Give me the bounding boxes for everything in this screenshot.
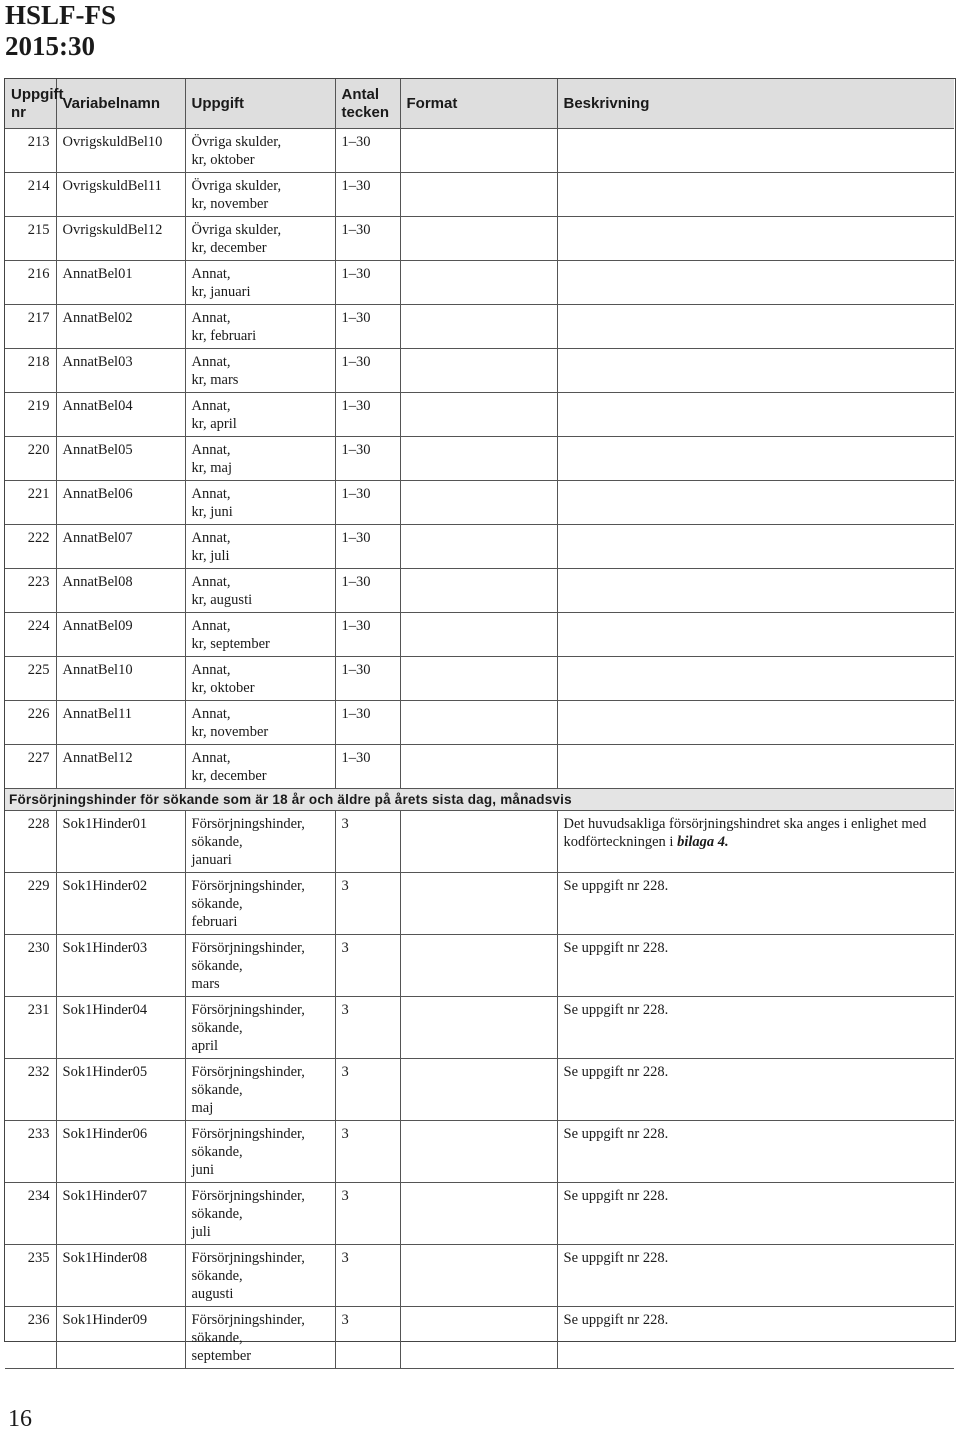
row-format: [400, 569, 557, 613]
row-antal-tecken: 1–30: [335, 657, 400, 701]
row-beskrivning: [557, 173, 954, 217]
row-variabelnamn: Sok1Hinder03: [56, 935, 185, 997]
row-uppgift: [185, 437, 335, 481]
uppgift-line: Annat,: [191, 618, 231, 634]
row-beskrivning: [557, 525, 954, 569]
row-antal-tecken: 3: [335, 935, 400, 997]
row-antal-tecken: 1–30: [335, 173, 400, 217]
row-uppgift: [185, 811, 335, 873]
uppgift-line: Försörjningshinder,: [191, 816, 305, 832]
row-beskrivning: [557, 393, 954, 437]
col-header-uppgift: Uppgift: [185, 79, 335, 129]
uppgift-line: mars: [191, 976, 220, 992]
row-variabelnamn: Sok1Hinder08: [56, 1245, 185, 1307]
row-uppgift: [185, 745, 335, 789]
row-antal-tecken: 3: [335, 1245, 400, 1307]
row-format: [400, 935, 557, 997]
row-antal-tecken: 1–30: [335, 525, 400, 569]
row-antal-tecken: 1–30: [335, 393, 400, 437]
uppgift-line: kr, november: [191, 196, 269, 212]
uppgift-line: kr, november: [191, 724, 269, 740]
row-beskrivning: [557, 1307, 954, 1369]
description-text: Se uppgift nr 228.: [563, 940, 669, 956]
description-text: Det huvudsakliga försörjningshindret ska anges i enlighet med kodförteckningen i: [563, 816, 927, 850]
row-format: [400, 811, 557, 873]
uppgift-line: kr, maj: [191, 460, 232, 476]
description-reference: bilaga 4.: [677, 834, 729, 850]
row-variabelnamn: AnnatBel05: [56, 437, 185, 481]
description-text: Se uppgift nr 228.: [563, 1002, 669, 1018]
table-row: [5, 437, 954, 481]
row-format: [400, 1121, 557, 1183]
uppgift-line: Försörjningshinder,: [191, 1312, 305, 1328]
row-beskrivning: [557, 935, 954, 997]
uppgift-line: Försörjningshinder,: [191, 1126, 305, 1142]
uppgift-line: Annat,: [191, 750, 231, 766]
row-antal-tecken: 1–30: [335, 437, 400, 481]
table-row: [5, 305, 954, 349]
row-format: [400, 129, 557, 173]
row-format: [400, 1245, 557, 1307]
row-number: 230: [5, 935, 56, 997]
uppgift-line: sökande,: [191, 1082, 243, 1098]
row-number: 213: [5, 129, 56, 173]
table-row: [5, 657, 954, 701]
section-heading: Försörjningshinder för sökande som är 18 år och äldre på årets sista dag, månadsvis: [5, 789, 954, 811]
uppgift-line: september: [191, 1348, 252, 1364]
table-row: [5, 701, 954, 745]
row-uppgift: [185, 481, 335, 525]
uppgift-line: Annat,: [191, 486, 231, 502]
row-variabelnamn: AnnatBel08: [56, 569, 185, 613]
row-number: 215: [5, 217, 56, 261]
uppgift-line: juli: [191, 1224, 211, 1240]
uppgift-line: Annat,: [191, 354, 231, 370]
uppgift-line: sökande,: [191, 1268, 243, 1284]
row-antal-tecken: 3: [335, 873, 400, 935]
row-format: [400, 1307, 557, 1369]
row-variabelnamn: Sok1Hinder06: [56, 1121, 185, 1183]
row-antal-tecken: 1–30: [335, 217, 400, 261]
table-row: [5, 613, 954, 657]
uppgift-line: sökande,: [191, 896, 243, 912]
row-uppgift: [185, 935, 335, 997]
uppgift-line: Annat,: [191, 266, 231, 282]
row-antal-tecken: 3: [335, 811, 400, 873]
row-variabelnamn: AnnatBel09: [56, 613, 185, 657]
col-header-format: Format: [400, 79, 557, 129]
row-antal-tecken: 1–30: [335, 745, 400, 789]
row-uppgift: [185, 393, 335, 437]
row-uppgift: [185, 129, 335, 173]
row-format: [400, 873, 557, 935]
row-beskrivning: [557, 305, 954, 349]
row-variabelnamn: Sok1Hinder07: [56, 1183, 185, 1245]
row-number: 236: [5, 1307, 56, 1369]
row-beskrivning: [557, 349, 954, 393]
uppgift-line: Försörjningshinder,: [191, 1188, 305, 1204]
row-number: 218: [5, 349, 56, 393]
description-text: Se uppgift nr 228.: [563, 1126, 669, 1142]
row-uppgift: [185, 657, 335, 701]
description-text: Se uppgift nr 228.: [563, 1064, 669, 1080]
table-row: [5, 873, 954, 935]
row-number: 219: [5, 393, 56, 437]
row-format: [400, 217, 557, 261]
table-row: [5, 349, 954, 393]
row-number: 226: [5, 701, 56, 745]
uppgift-line: Annat,: [191, 530, 231, 546]
row-antal-tecken: 1–30: [335, 305, 400, 349]
row-uppgift: [185, 525, 335, 569]
col-header-beskrivning: Beskrivning: [557, 79, 954, 129]
table-row: [5, 811, 954, 873]
uppgift-line: kr, september: [191, 636, 270, 652]
row-format: [400, 701, 557, 745]
uppgift-line: Övriga skulder,: [191, 178, 282, 194]
row-variabelnamn: AnnatBel01: [56, 261, 185, 305]
table-row: [5, 1183, 954, 1245]
table-row: [5, 173, 954, 217]
document-number: 2015:30: [5, 31, 95, 61]
uppgift-line: kr, mars: [191, 372, 239, 388]
row-beskrivning: [557, 873, 954, 935]
uppgift-line: kr, juli: [191, 548, 230, 564]
description-text: Se uppgift nr 228.: [563, 1250, 669, 1266]
uppgift-line: Försörjningshinder,: [191, 1002, 305, 1018]
uppgift-line: januari: [191, 852, 232, 868]
uppgift-line: Annat,: [191, 398, 231, 414]
row-number: 225: [5, 657, 56, 701]
uppgift-line: Annat,: [191, 706, 231, 722]
uppgift-line: maj: [191, 1100, 214, 1116]
row-format: [400, 437, 557, 481]
row-beskrivning: [557, 1245, 954, 1307]
row-number: 228: [5, 811, 56, 873]
document-header: [5, 0, 116, 62]
row-number: 231: [5, 997, 56, 1059]
row-format: [400, 349, 557, 393]
row-beskrivning: [557, 569, 954, 613]
row-number: 235: [5, 1245, 56, 1307]
section-heading-row: [5, 789, 954, 811]
uppgift-line: sökande,: [191, 1144, 243, 1160]
row-format: [400, 997, 557, 1059]
row-format: [400, 1183, 557, 1245]
table-row: [5, 525, 954, 569]
row-uppgift: [185, 1183, 335, 1245]
uppgift-line: sökande,: [191, 1330, 243, 1346]
row-number: 233: [5, 1121, 56, 1183]
table-row: [5, 261, 954, 305]
row-beskrivning: [557, 1121, 954, 1183]
row-antal-tecken: 1–30: [335, 481, 400, 525]
col-header-uppgift-nr: Uppgift nr: [5, 79, 56, 129]
uppgift-line: Övriga skulder,: [191, 134, 282, 150]
row-antal-tecken: 3: [335, 1183, 400, 1245]
uppgift-line: kr, december: [191, 240, 267, 256]
row-number: 214: [5, 173, 56, 217]
row-antal-tecken: 1–30: [335, 701, 400, 745]
row-beskrivning: [557, 437, 954, 481]
row-variabelnamn: AnnatBel12: [56, 745, 185, 789]
row-beskrivning: [557, 217, 954, 261]
row-variabelnamn: OvrigskuldBel10: [56, 129, 185, 173]
uppgift-line: Övriga skulder,: [191, 222, 282, 238]
row-uppgift: [185, 1307, 335, 1369]
col-header-variabelnamn: Variabelnamn: [56, 79, 185, 129]
row-number: 216: [5, 261, 56, 305]
row-beskrivning: [557, 1059, 954, 1121]
row-number: 227: [5, 745, 56, 789]
row-variabelnamn: AnnatBel03: [56, 349, 185, 393]
uppgift-line: Annat,: [191, 310, 231, 326]
table-row: [5, 129, 954, 173]
row-number: 222: [5, 525, 56, 569]
table-row: [5, 481, 954, 525]
row-beskrivning: [557, 261, 954, 305]
description-text: Se uppgift nr 228.: [563, 1188, 669, 1204]
table-header-row: [5, 79, 954, 129]
uppgift-line: sökande,: [191, 834, 243, 850]
row-variabelnamn: Sok1Hinder04: [56, 997, 185, 1059]
row-antal-tecken: 3: [335, 1059, 400, 1121]
uppgift-line: kr, augusti: [191, 592, 253, 608]
table-row: [5, 1307, 954, 1369]
row-antal-tecken: 1–30: [335, 569, 400, 613]
uppgift-line: augusti: [191, 1286, 234, 1302]
table-row: [5, 1121, 954, 1183]
row-format: [400, 393, 557, 437]
row-uppgift: [185, 1059, 335, 1121]
row-uppgift: [185, 997, 335, 1059]
row-antal-tecken: 1–30: [335, 349, 400, 393]
row-beskrivning: [557, 481, 954, 525]
row-number: 217: [5, 305, 56, 349]
row-variabelnamn: AnnatBel07: [56, 525, 185, 569]
row-format: [400, 1059, 557, 1121]
table-row: [5, 1245, 954, 1307]
row-variabelnamn: AnnatBel02: [56, 305, 185, 349]
uppgift-line: Försörjningshinder,: [191, 940, 305, 956]
row-variabelnamn: AnnatBel11: [56, 701, 185, 745]
row-beskrivning: [557, 657, 954, 701]
row-number: 220: [5, 437, 56, 481]
row-variabelnamn: OvrigskuldBel12: [56, 217, 185, 261]
row-number: 223: [5, 569, 56, 613]
row-variabelnamn: AnnatBel10: [56, 657, 185, 701]
variable-table: [5, 79, 954, 1369]
row-antal-tecken: 1–30: [335, 261, 400, 305]
row-uppgift: [185, 217, 335, 261]
uppgift-line: sökande,: [191, 1206, 243, 1222]
row-uppgift: [185, 349, 335, 393]
row-format: [400, 481, 557, 525]
row-uppgift: [185, 613, 335, 657]
row-format: [400, 745, 557, 789]
row-number: 221: [5, 481, 56, 525]
row-uppgift: [185, 701, 335, 745]
row-variabelnamn: Sok1Hinder09: [56, 1307, 185, 1369]
row-beskrivning: [557, 701, 954, 745]
row-beskrivning: [557, 613, 954, 657]
uppgift-line: Försörjningshinder,: [191, 1064, 305, 1080]
row-format: [400, 305, 557, 349]
row-uppgift: [185, 1121, 335, 1183]
row-beskrivning: [557, 745, 954, 789]
row-number: 234: [5, 1183, 56, 1245]
row-number: 224: [5, 613, 56, 657]
row-antal-tecken: 3: [335, 1121, 400, 1183]
row-uppgift: [185, 1245, 335, 1307]
uppgift-line: kr, december: [191, 768, 267, 784]
uppgift-line: juni: [191, 1162, 215, 1178]
uppgift-line: kr, oktober: [191, 152, 255, 168]
row-beskrivning: [557, 129, 954, 173]
page-number: 16: [8, 1406, 32, 1432]
row-antal-tecken: 1–30: [335, 129, 400, 173]
row-format: [400, 525, 557, 569]
row-variabelnamn: Sok1Hinder05: [56, 1059, 185, 1121]
table-row: [5, 217, 954, 261]
description-text: Se uppgift nr 228.: [563, 1312, 669, 1328]
row-variabelnamn: Sok1Hinder01: [56, 811, 185, 873]
row-antal-tecken: 1–30: [335, 613, 400, 657]
table-row: [5, 745, 954, 789]
uppgift-line: kr, april: [191, 416, 237, 432]
uppgift-line: sökande,: [191, 1020, 243, 1036]
uppgift-line: kr, juni: [191, 504, 233, 520]
row-uppgift: [185, 261, 335, 305]
uppgift-line: kr, februari: [191, 328, 257, 344]
row-uppgift: [185, 873, 335, 935]
row-antal-tecken: 3: [335, 1307, 400, 1369]
row-beskrivning: [557, 997, 954, 1059]
row-number: 232: [5, 1059, 56, 1121]
uppgift-line: februari: [191, 914, 238, 930]
table-body: [5, 129, 954, 1369]
row-format: [400, 657, 557, 701]
document-series: HSLF-FS: [5, 0, 117, 30]
row-uppgift: [185, 305, 335, 349]
row-variabelnamn: AnnatBel06: [56, 481, 185, 525]
table-row: [5, 1059, 954, 1121]
table-row: [5, 569, 954, 613]
row-number: 229: [5, 873, 56, 935]
uppgift-line: kr, oktober: [191, 680, 255, 696]
description-text: Se uppgift nr 228.: [563, 878, 669, 894]
uppgift-line: april: [191, 1038, 219, 1054]
uppgift-line: Försörjningshinder,: [191, 878, 305, 894]
uppgift-line: sökande,: [191, 958, 243, 974]
row-uppgift: [185, 173, 335, 217]
table-row: [5, 935, 954, 997]
table-row: [5, 997, 954, 1059]
table-row: [5, 393, 954, 437]
uppgift-line: Annat,: [191, 574, 231, 590]
row-variabelnamn: AnnatBel04: [56, 393, 185, 437]
uppgift-line: Annat,: [191, 442, 231, 458]
row-format: [400, 261, 557, 305]
row-variabelnamn: OvrigskuldBel11: [56, 173, 185, 217]
uppgift-line: kr, januari: [191, 284, 251, 300]
row-format: [400, 173, 557, 217]
uppgift-line: Försörjningshinder,: [191, 1250, 305, 1266]
row-format: [400, 613, 557, 657]
uppgift-line: Annat,: [191, 662, 231, 678]
row-uppgift: [185, 569, 335, 613]
row-variabelnamn: Sok1Hinder02: [56, 873, 185, 935]
row-beskrivning: [557, 811, 954, 873]
col-header-antal-tecken: Antal tecken: [335, 79, 400, 129]
row-beskrivning: [557, 1183, 954, 1245]
row-antal-tecken: 3: [335, 997, 400, 1059]
